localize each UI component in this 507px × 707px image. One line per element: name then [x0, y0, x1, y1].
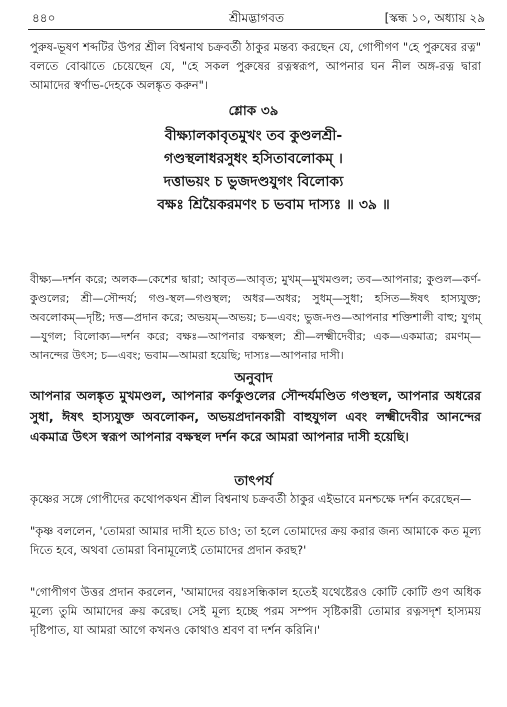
- intro-paragraph: পুরুষ-ভূষণ শব্দটির উপর শ্রীল বিশ্বনাথ চক্রবর্তী ঠাকুর মন্তব্য করছেন যে, গোপীগণ "হে পুরুষের রত্ন" বলতে বোঝাতে চেয়েছেন যে, "হে সকল পুরুষের রত্নস্বরূপ, আপনার ঘন নীল অঙ্গ-রত্ন দ্বারা আমাদের স্বর্ণাভ-দেহকে অলঙ্কৃত করুন"।: [30, 40, 481, 92]
- translation-text: আপনার অলঙ্কৃত মুখমণ্ডল, আপনার কর্ণকুণ্ডলের সৌন্দর্যমণ্ডিত গণ্ডস্থল, আপনার অধরের সুধা, ঈষৎ হাস্যযুক্ত অবলোকন, অভয়প্রদানকারী বাহুযুগল এবং লক্ষ্মীদেবীর আনন্দের একমাত্র উৎস স্বরূপ আপনার বক্ষস্থল দর্শন করে আমরা আপনার দাসী হয়েছি।: [30, 388, 481, 444]
- verse-line-4: বক্ষঃ শ্রিয়ৈকরমণং চ ভবাম দাস্যঃ ॥ ৩৯ ॥: [157, 197, 390, 213]
- purport-paragraph-2: "কৃষ্ণ বললেন, 'তোমরা আমার দাসী হতে চাও; তা হলে তোমাদের ক্রয় করার জন্য আমাকে কত মূল্য দিতে হবে, অথবা তোমরা বিনামূল্যেই তোমাদের প্রদান করছ?': [30, 524, 481, 557]
- purport-paragraph-3: "গোপীগণ উত্তর প্রদান করলেন, 'আমাদের বয়ঃসন্ধিকাল হতেই যথেষ্টেরও কোটি কোটি গুণ অধিক মূল্যে তুমি আমাদের ক্রয় করেছ। সেই মূল্য হচ্ছে পরম সম্পদ সৃষ্টিকারী তোমার রত্নসদৃশ হাস্যময় দৃষ্টিপাত, যা আমরা আগে কখনও কোথাও শ্রবণ বা দর্শন করিনি।': [30, 585, 481, 637]
- page-number: ৪৪০: [32, 11, 56, 25]
- verse-line-1: বীক্ষ্যালকাবৃতমুখং তব কুণ্ডলশ্রী-: [164, 128, 343, 144]
- translation-heading: অনুবাদ: [234, 370, 273, 386]
- verse-line-2: গণ্ডস্থলাধরসুধং হসিতাবলোকম্‌ ।: [164, 151, 343, 167]
- chapter-reference: [স্কন্ধ ১০, অধ্যায় ২৯: [384, 11, 485, 25]
- verse-heading: শ্লোক ৩৯: [228, 103, 279, 119]
- header-rule: [28, 29, 485, 30]
- book-title: শ্রীমদ্ভাগবত: [228, 11, 284, 25]
- purport-paragraph-1: কৃষ্ণের সঙ্গে গোপীদের কথোপকথন শ্রীল বিশ্বনাথ চক্রবর্তী ঠাকুর এইভাবে মনশ্চক্ষে দর্শন করেছেন—: [30, 492, 472, 506]
- running-header: [28, 8, 485, 28]
- synonyms-paragraph: বীক্ষ্য—দর্শন করে; অলক—কেশের দ্বারা; আবৃত—আবৃত; মুখম্‌—মুখমণ্ডল; তব—আপনার; কুণ্ডল—কর্ণ-কুণ্ডলের; শ্রী—সৌন্দর্য; গণ্ড-স্থল—গণ্ডস্থল; অধর—অধর; সুধম্‌—সুধা; হসিত—ঈষৎ হাস্যযুক্ত; অবলোকম্‌—দৃষ্টি; দত্ত—প্রদান করে; অভয়ম্‌—অভয়; চ—এবং; ভুজ-দণ্ড—আপনার শক্তিশালী বাহু; যুগম্‌—যুগল; বিলোক্য—দর্শন করে; বক্ষঃ—আপনার বক্ষস্থল; শ্রী—লক্ষ্মীদেবীর; এক—একমাত্র; রমণম্‌—আনন্দের উৎস; চ—এবং; ভবাম—আমরা হয়েছি; দাস্যঃ—আপনার দাসী।: [30, 273, 481, 362]
- purport-heading: তাৎপর্য: [234, 473, 273, 489]
- verse-line-3: দত্তাভয়ং চ ভুজদণ্ডযুগং বিলোক্য: [163, 174, 344, 190]
